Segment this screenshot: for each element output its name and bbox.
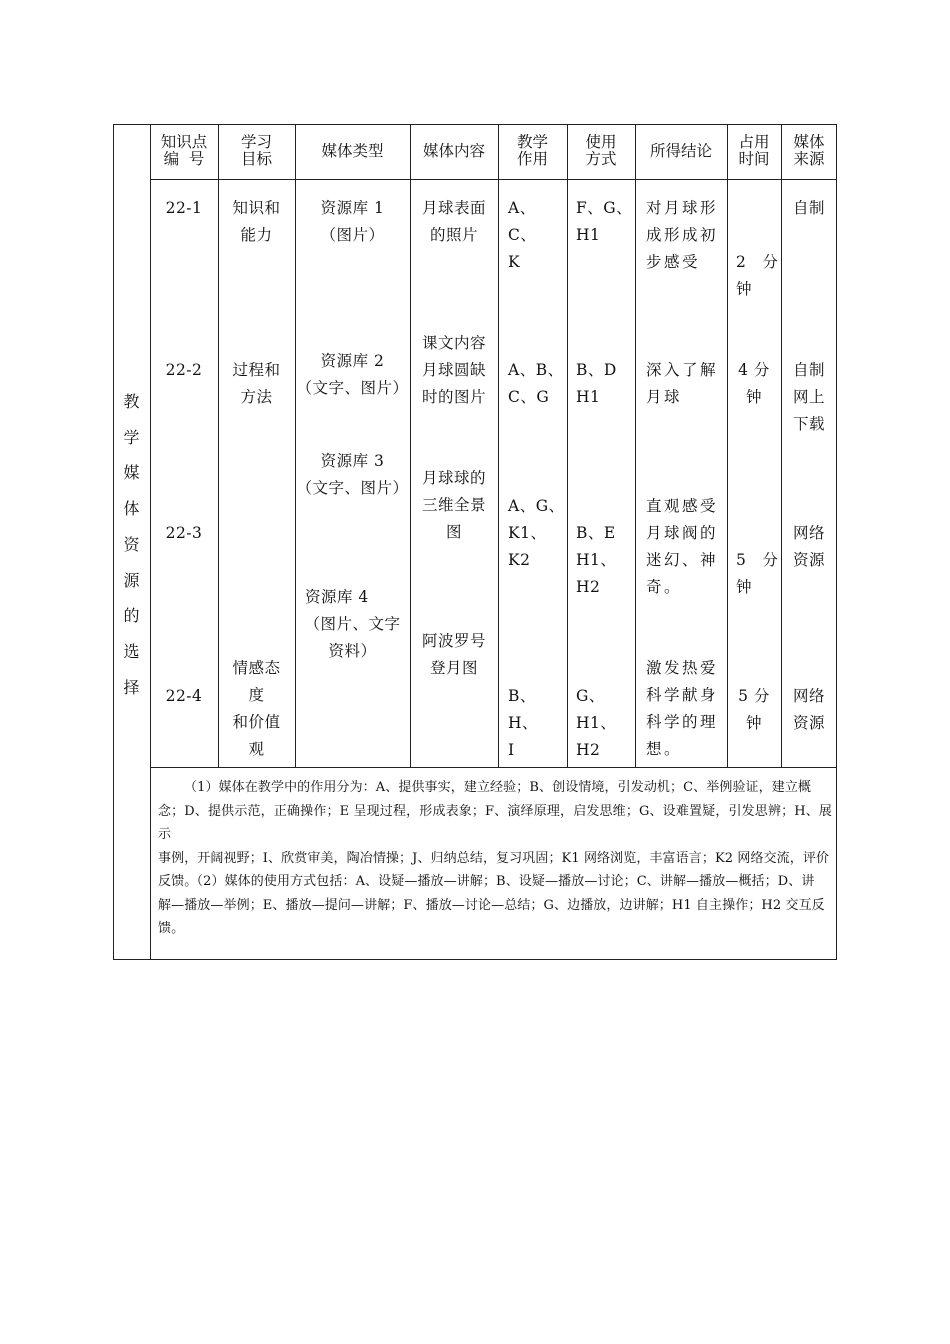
cell-goal-22-2: 过程和 方法 (232, 361, 281, 406)
header-knowledge-no: 知识点 编 号 (160, 133, 208, 168)
cell-time-22-2: 4 分 钟 (738, 361, 770, 406)
cell-usage-22-1: F、G、 H1 (576, 199, 633, 244)
cell-role-22-4: B、H、 I (508, 687, 539, 759)
cell-conclusion-22-2: 深入了解 月球 (646, 361, 719, 406)
cell-source-22-3: 网络 资源 (792, 524, 825, 569)
header-media-content: 媒体内容 (422, 142, 485, 160)
cell-usage-22-4: G、H1、 H2 (576, 687, 617, 759)
cell-no-22-3: 22-3 (165, 524, 203, 542)
cell-role-22-1: A、C、 K (508, 199, 537, 271)
cell-time-22-4: 5 分 钟 (738, 687, 770, 732)
table-hline (150, 767, 837, 768)
header-usage: 使用 方式 (585, 133, 617, 168)
table-vline (567, 124, 568, 767)
cell-no-22-4: 22-4 (165, 687, 203, 705)
cell-conclusion-22-1: 对月球形 成形成初 步感受 (646, 199, 719, 271)
cell-role-22-3: A、G、 K1、K2 (508, 497, 565, 569)
cell-content-22-2: 课文内容 月球圆缺 时的图片 (421, 334, 486, 406)
table-hline (150, 179, 837, 180)
cell-time-22-1: 2 分 钟 (736, 253, 779, 298)
cell-media-type-22-4: 资源库 4 （图片、文字 资料） (304, 588, 401, 660)
cell-usage-22-3: B、E H1、H2 (576, 524, 617, 596)
cell-goal-22-4: 情感态 度 和价值 观 (232, 659, 281, 758)
cell-content-22-4: 阿波罗号 登月图 (421, 632, 486, 677)
cell-conclusion-22-3: 直观感受 月球阀的 迷幻、神 奇。 (646, 497, 719, 596)
cell-goal-22-1: 知识和 能力 (232, 199, 281, 244)
cell-media-type-22-1: 资源库 1 （图片） (320, 199, 385, 244)
header-teaching-role: 教学 作用 (516, 133, 548, 168)
cell-conclusion-22-4: 激发热爱 科学献身 科学的理 想。 (646, 659, 719, 758)
header-source: 媒体 来源 (793, 133, 825, 168)
side-label-vertical: 教 学 媒 体 资 源 的 选 择 (123, 392, 140, 697)
table-vline (498, 124, 499, 767)
table-vline (635, 124, 636, 767)
cell-source-22-1: 自制 (792, 199, 825, 217)
header-media-type: 媒体类型 (321, 142, 384, 160)
header-conclusion: 所得结论 (649, 142, 712, 160)
note-usage-modes: （2）媒体的使用方式包括：A、设疑—播放—讲解；B、设疑—播放—讨论；C、讲解—播放—概括；D、讲 解—播放—举例；E、播放—提问—讲解；F、播放—讨论—总结；G、边播放，边讲解；H1 自主操作；H2 交互反 馈。 (158, 874, 825, 936)
cell-no-22-2: 22-2 (165, 361, 203, 379)
note-teaching-roles: （1）媒体在教学中的作用分为：A、提供事实，建立经验；B、创设情境，引发动机；C、举例验证，建立概 念；D、提供示范，正确操作；E 呈现过程，形成表象；F、演绎原理，启发思维；G、设难置疑，引发思辨；H、展示 事例，开阔视野；I、欣赏审美，陶冶情操；J、归纳总结，复习巩固；K1 网络浏览，丰富语言；K2 网络交流，评价 反馈。 (158, 780, 832, 889)
header-goal: 学习 目标 (240, 133, 272, 168)
cell-content-22-1: 月球表面 的照片 (421, 199, 486, 244)
table-vline (727, 124, 728, 767)
cell-source-22-2: 自制 网上 下载 (792, 361, 825, 433)
cell-role-22-2: A、B、 C、G (508, 361, 564, 406)
cell-no-22-1: 22-1 (165, 199, 203, 217)
cell-media-type-22-2: 资源库 2 （文字、图片） (296, 352, 409, 397)
cell-source-22-4: 网络 资源 (792, 687, 825, 732)
cell-time-22-3: 5 分 钟 (736, 551, 779, 596)
cell-content-22-3: 月球球的 三维全景 图 (421, 469, 486, 541)
cell-usage-22-2: B、D H1 (576, 361, 617, 406)
header-time: 占用 时间 (738, 133, 770, 168)
cell-media-type-22-3: 资源库 3 （文字、图片） (296, 452, 409, 497)
